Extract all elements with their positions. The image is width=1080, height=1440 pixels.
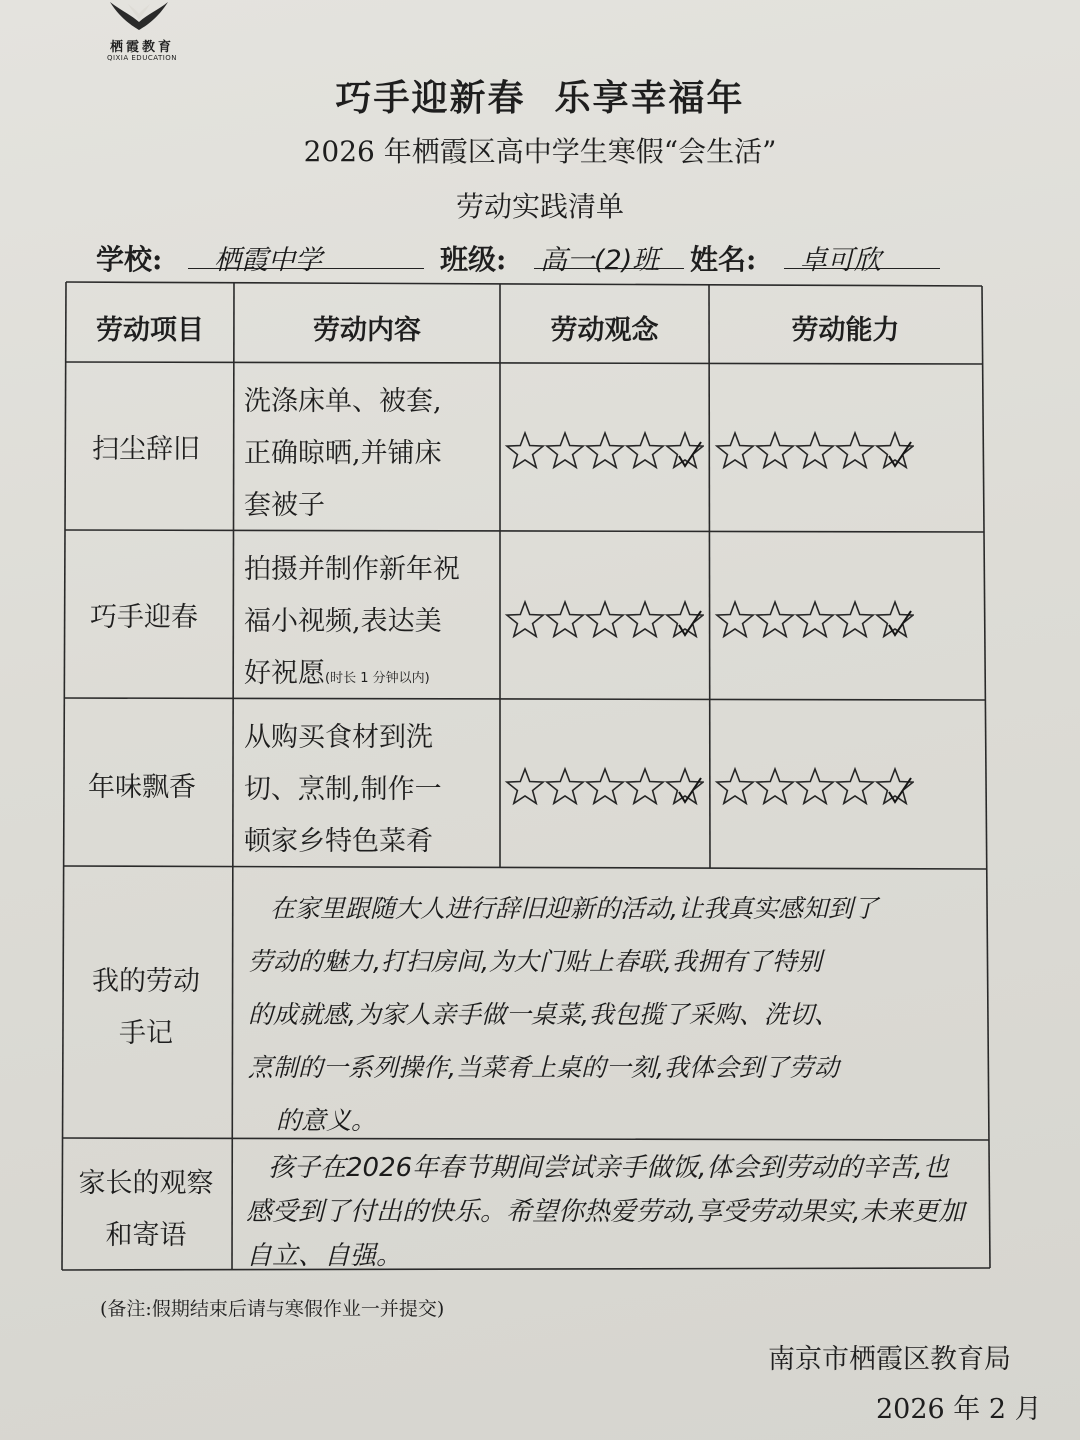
star-icon: [877, 602, 913, 636]
name-value: 卓可欣: [800, 245, 881, 276]
page-subtitle-list: 劳动实践清单: [455, 190, 624, 223]
row-content-line: 从购买食材到洗: [244, 722, 433, 753]
row-content-line: 拍摄并制作新年祝: [244, 554, 460, 585]
header-labor-item: 劳动项目: [96, 315, 204, 346]
star-icon: [507, 602, 543, 636]
logo-name-en: QIXIA EDUCATION: [106, 54, 178, 62]
handwriting-line: 孩子在2026年春节期间尝试亲手做饭,体会到劳动的辛苦,也: [268, 1153, 949, 1183]
star-icon: [547, 769, 583, 803]
ability-rating-stars: [714, 597, 914, 643]
header-labor-content: 劳动内容: [313, 315, 421, 346]
star-icon: [507, 769, 543, 803]
issue-date: 2026 年 2 月: [876, 1394, 1042, 1425]
labor-notes-label-line: 手记: [119, 1018, 173, 1049]
handwriting-line: 的成就感,为家人亲手做一桌菜,我包揽了采购、洗切、: [248, 1000, 839, 1029]
star-icon: [547, 433, 583, 467]
concept-rating-stars: [504, 428, 704, 474]
row-item-label: 扫尘辞旧: [92, 434, 200, 465]
star-icon: [587, 602, 623, 636]
class-label: 班级:: [440, 243, 507, 276]
labor-notes-handwriting: [248, 882, 978, 1147]
star-icon: [717, 769, 753, 803]
row-content-line: 福小视频,表达美: [244, 606, 442, 637]
row-content-line: 正确晾晒,并铺床: [244, 438, 442, 469]
star-icon: [507, 433, 543, 467]
row-content-line: 顿家乡特色菜肴: [244, 826, 433, 857]
submission-remark: (备注:假期结束后请与寒假作业一并提交): [100, 1298, 445, 1320]
handwriting-line: 的意义。: [276, 1106, 377, 1135]
logo-name-cn: 栖霞教育: [109, 40, 174, 55]
row-content-line: 套被子: [244, 490, 325, 521]
star-icon: [667, 769, 703, 803]
star-icon: [667, 602, 703, 636]
ability-rating-stars: [714, 764, 914, 810]
star-icon: [877, 769, 913, 803]
page-title: 巧手迎新春 乐享幸福年: [335, 77, 745, 119]
star-icon: [587, 769, 623, 803]
ability-rating-stars: [714, 428, 914, 474]
star-icon: [837, 602, 873, 636]
concept-rating-stars: [504, 597, 704, 643]
star-icon: [627, 433, 663, 467]
parent-comment-label-line: 家长的观察: [78, 1168, 214, 1199]
parent-comment-label-line: 和寄语: [105, 1220, 187, 1251]
row-content: [244, 376, 442, 532]
parent-comment-handwriting: [246, 1146, 986, 1278]
handwriting-line: 自立、自强。: [246, 1241, 403, 1271]
header-labor-ability: 劳动能力: [791, 315, 900, 346]
star-icon: [667, 433, 703, 467]
row-content-line-text: 好祝愿: [244, 658, 325, 689]
page-subtitle: 2026 年栖霞区高中学生寒假“会生活”: [303, 135, 777, 168]
duration-note: (时长 1 分钟以内): [325, 671, 430, 686]
concept-rating-stars: [504, 764, 704, 810]
handwriting-line: 劳动的魅力,打扫房间,为大门贴上春联,我拥有了特别: [248, 947, 822, 976]
handwriting-line: 感受到了付出的快乐。希望你热爱劳动,享受劳动果实,未来更加: [246, 1197, 965, 1227]
name-label: 姓名:: [690, 243, 757, 276]
row-content: [244, 712, 442, 868]
school-label: 学校:: [96, 243, 163, 276]
star-icon: [837, 769, 873, 803]
star-icon: [717, 433, 753, 467]
star-icon: [587, 433, 623, 467]
star-icon: [837, 433, 873, 467]
labor-notes-label: [88, 956, 204, 1060]
star-icon: [877, 433, 913, 467]
star-icon: [627, 769, 663, 803]
school-value: 栖霞中学: [214, 245, 322, 276]
star-icon: [757, 433, 793, 467]
row-content-line: [244, 648, 460, 705]
handwriting-line: 烹制的一系列操作,当菜肴上桌的一刻,我体会到了劳动: [248, 1053, 839, 1082]
star-icon: [547, 602, 583, 636]
star-icon: [627, 602, 663, 636]
star-icon: [717, 602, 753, 636]
row-item-label: 巧手迎春: [90, 602, 198, 633]
star-icon: [797, 433, 833, 467]
row-content-line: 洗涤床单、被套,: [244, 386, 442, 417]
star-icon: [797, 602, 833, 636]
star-icon: [757, 769, 793, 803]
row-item-label: 年味飘香: [88, 772, 196, 803]
parent-comment-label: [72, 1158, 220, 1262]
handwriting-line: 在家里跟随大人进行辞旧迎新的活动,让我真实感知到了: [270, 894, 878, 923]
labor-notes-label-line: 我的劳动: [92, 966, 200, 997]
row-content: [244, 544, 460, 705]
row-content-line: 切、烹制,制作一: [244, 774, 442, 805]
issuing-authority: 南京市栖霞区教育局: [768, 1344, 1011, 1375]
class-value: 高一(2)班: [540, 245, 660, 276]
star-icon: [797, 769, 833, 803]
star-icon: [757, 602, 793, 636]
header-labor-concept: 劳动观念: [550, 315, 659, 346]
